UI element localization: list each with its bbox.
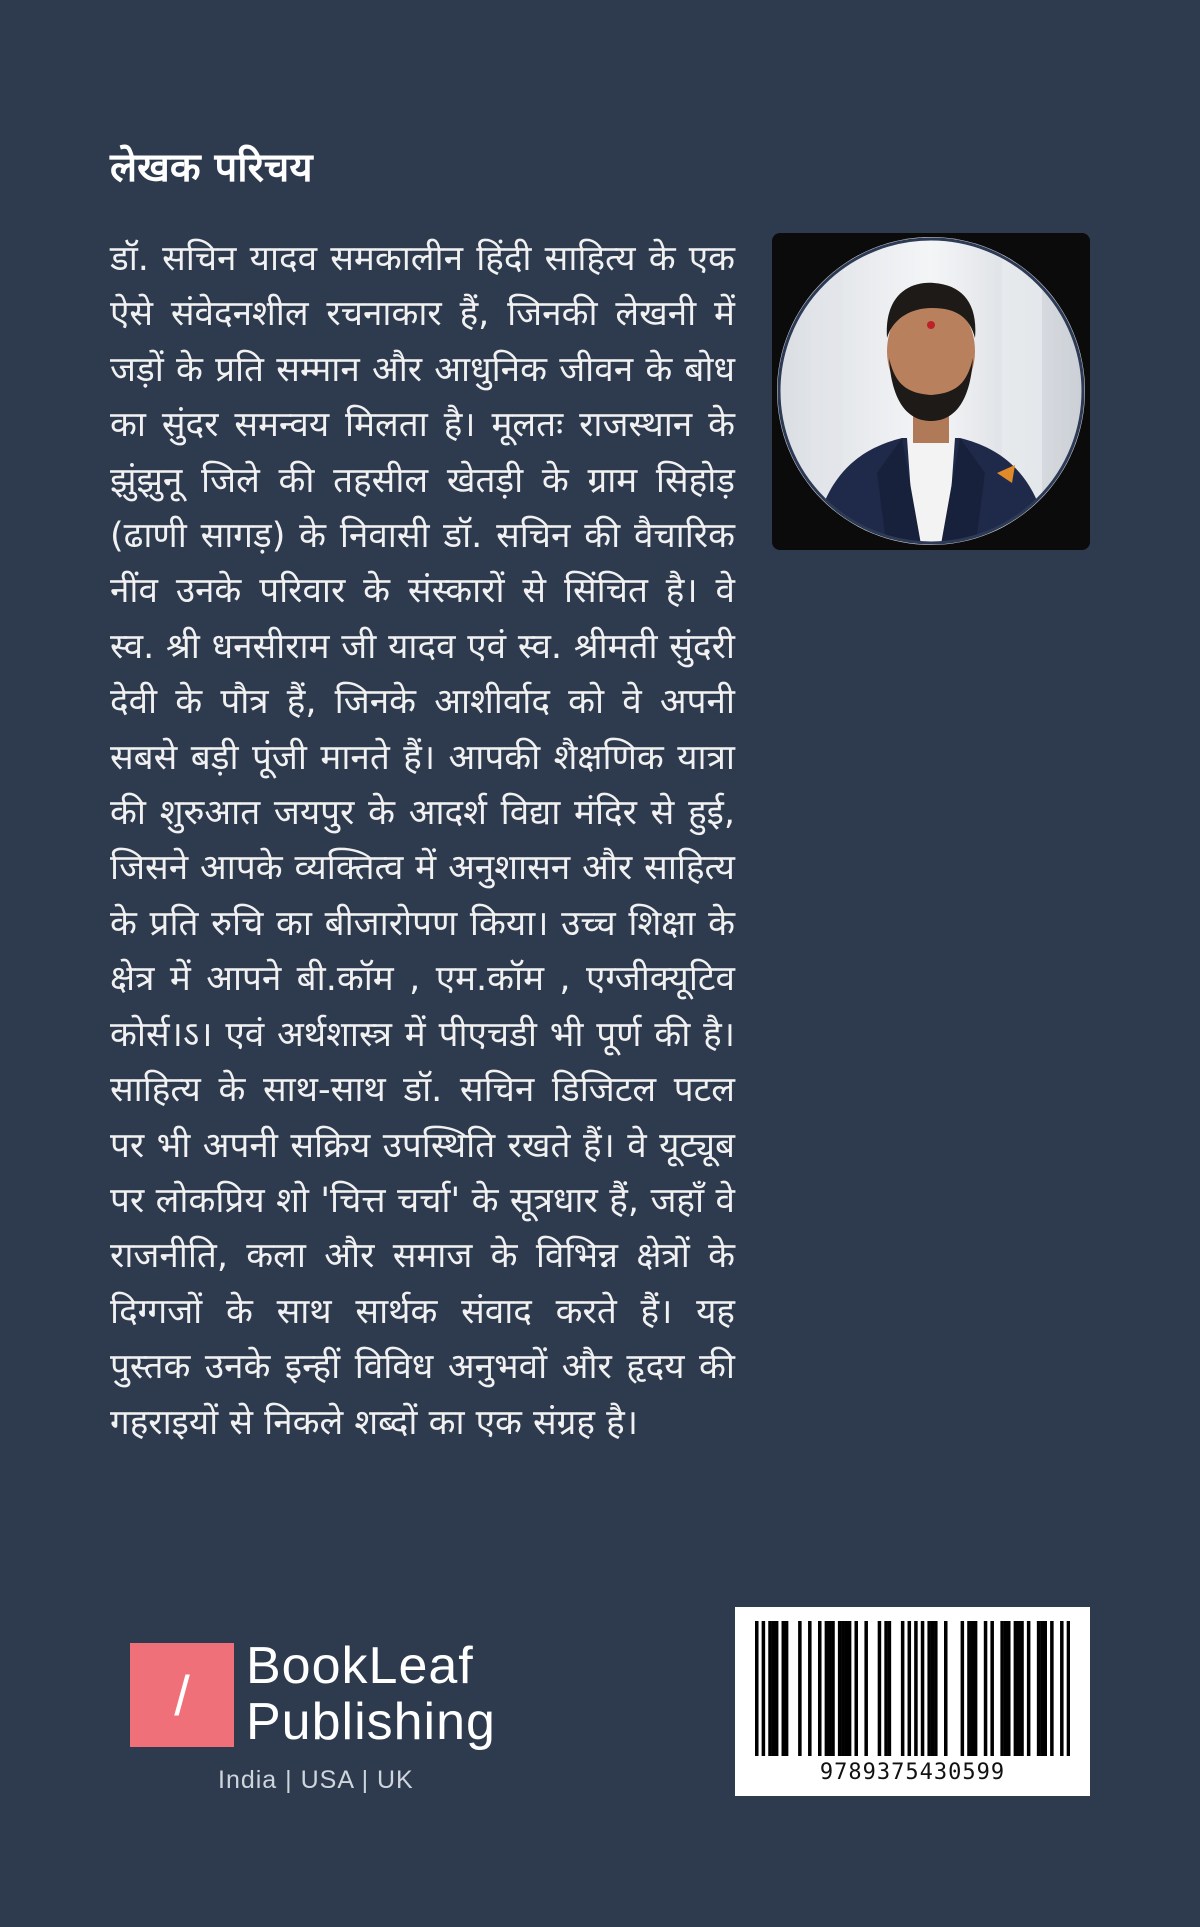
barcode-bar [1014, 1621, 1018, 1756]
barcode-bar [818, 1621, 822, 1756]
barcode-bar [755, 1621, 759, 1756]
publisher-logo [130, 1638, 530, 1798]
barcode-bar [1043, 1621, 1047, 1756]
barcode-bar [762, 1621, 766, 1756]
barcode-bar [971, 1621, 975, 1756]
barcode-bar [967, 1621, 971, 1756]
barcode-bar [864, 1621, 868, 1756]
barcode-bar [1000, 1621, 1004, 1756]
barcode-bar [990, 1621, 994, 1756]
publisher-name [246, 1638, 496, 1750]
publisher-mark-glyph: / [174, 1663, 190, 1727]
barcode-bar [961, 1621, 965, 1756]
barcode-bar [1037, 1621, 1041, 1756]
barcode-bar [878, 1621, 882, 1756]
barcode-bar [831, 1621, 835, 1756]
barcode-bar [775, 1621, 779, 1756]
barcode-bar [825, 1621, 829, 1756]
barcode-bar [944, 1621, 948, 1756]
barcode-bar [848, 1621, 852, 1756]
publisher-name-line1: BookLeaf [246, 1637, 474, 1695]
barcode-bar [1067, 1621, 1070, 1756]
barcode-bar [921, 1621, 925, 1756]
barcode-bar [974, 1621, 978, 1756]
barcode-bar [1060, 1621, 1064, 1756]
barcode-bar [1004, 1621, 1008, 1756]
publisher-mark-icon [130, 1643, 234, 1747]
barcode-bar [901, 1621, 905, 1756]
publisher-name-line2: Publishing [246, 1693, 496, 1751]
barcode-bar [984, 1621, 988, 1756]
barcode-bar [927, 1621, 931, 1756]
barcode-bar [1020, 1621, 1024, 1756]
barcode-bar [934, 1621, 938, 1756]
barcode-bar [931, 1621, 935, 1756]
barcode-bar [1027, 1621, 1031, 1756]
barcode-bar [888, 1621, 892, 1756]
barcode-bar [782, 1621, 786, 1756]
barcode-bar [1040, 1621, 1044, 1756]
barcode-bar [798, 1621, 802, 1756]
barcode-bar [884, 1621, 888, 1756]
barcode-bar [838, 1621, 842, 1756]
barcode-bar [768, 1621, 772, 1756]
barcode-bar [914, 1621, 918, 1756]
author-bio: डॉ. सचिन यादव समकालीन हिंदी साहित्य के एक ऐसे संवेदनशील रचनाकार हैं, जिनकी लेखनी में जड़ों के प्रति सम्मान और आधुनिक जीवन के बोध का सुंदर समन्वय मिलता है। मूलतः राजस्थान के झुंझुनू जिले की तहसील खेतड़ी के ग्राम सिहोड़ (ढाणी सागड़) के निवासी डॉ. सचिन की वैचारिक नींव उनके परिवार के संस्कारों से सिंचित है। वे स्व. श्री धनसीराम जी यादव एवं स्व. श्रीमती सुंदरी देवी के पौत्र हैं, जिनके आशीर्वाद को वे अपनी सबसे बड़ी पूंजी मानते हैं। आपकी शैक्षणिक यात्रा की शुरुआत जयपुर के आदर्श विद्या मंदिर से हुई, जिसने आपके व्यक्तित्व में अनुशासन और साहित्य के प्रति रुचि का बीजारोपण किया। उच्च शिक्षा के क्षेत्र में आपने बी.कॉम , एम.कॉम , एग्जीक्यूटिव कोर्स।ऽ। एवं अर्थशास्त्र में पीएचडी भी पूर्ण की है।साहित्य के साथ-साथ डॉ. सचिन डिजिटल पटल पर भी अपनी सक्रिय उपस्थिति रखते हैं। वे यूट्यूब पर लोकप्रिय शो 'चित्त चर्चा' के सूत्रधार हैं, जहाँ वे राजनीति, कला और समाज के विभिन्न क्षेत्रों के दिग्गजों के साथ सार्थक संवाद करते हैं। यह पुस्तक उनके इन्हीं विविध अनुभवों और हृदय की गहराइयों से निकले शब्दों का एक संग्रह है। [110, 239, 735, 1443]
section-heading: लेखक परिचय [110, 145, 313, 191]
author-photo [772, 233, 1090, 550]
barcode-bars [755, 1621, 1070, 1756]
isbn-number: 9789375430599 [819, 1760, 1006, 1785]
barcode-bar [808, 1621, 812, 1756]
barcode-bar [1017, 1621, 1021, 1756]
barcode-bar [908, 1621, 912, 1756]
barcode-bar [828, 1621, 832, 1756]
barcode-bar [854, 1621, 858, 1756]
publisher-regions: India | USA | UK [218, 1766, 414, 1794]
barcode-bar [845, 1621, 849, 1756]
isbn-barcode [735, 1607, 1090, 1796]
barcode-bar [772, 1621, 776, 1756]
barcode-bar [1007, 1621, 1011, 1756]
barcode-bar [785, 1621, 789, 1756]
barcode-bar [1050, 1621, 1054, 1756]
barcode-bar [841, 1621, 845, 1756]
